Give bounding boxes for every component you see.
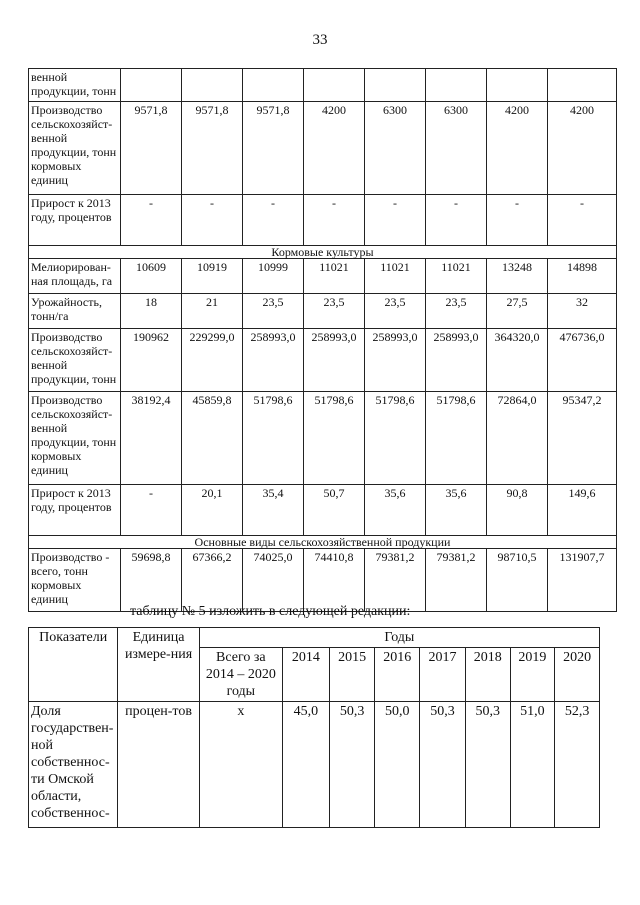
row-value: 52,3 xyxy=(555,702,600,828)
row-value xyxy=(426,69,487,102)
row-value: 45,0 xyxy=(282,702,329,828)
state-share-table xyxy=(28,627,600,828)
row-value: 131907,7 xyxy=(548,549,617,612)
row-value: 50,7 xyxy=(304,485,365,536)
row-value: 51,0 xyxy=(510,702,555,828)
header-year: 2020 xyxy=(555,648,600,702)
header-indicator: Показатели xyxy=(29,628,118,702)
row-value: - xyxy=(243,195,304,246)
row-value xyxy=(243,69,304,102)
row-value: 51798,6 xyxy=(243,392,304,485)
header-years-group: Годы xyxy=(199,628,599,648)
page-number: 33 xyxy=(312,32,328,48)
row-value: 90,8 xyxy=(487,485,548,536)
header-total: Всего за 2014 – 2020 годы xyxy=(199,648,282,702)
row-value: 10999 xyxy=(243,259,304,294)
row-value: 50,3 xyxy=(329,702,375,828)
row-value: 95347,2 xyxy=(548,392,617,485)
row-value: 4200 xyxy=(548,102,617,195)
row-value: 10919 xyxy=(182,259,243,294)
row-value: - xyxy=(304,195,365,246)
row-value: 59698,8 xyxy=(121,549,182,612)
table-row xyxy=(29,69,617,102)
row-label: Производство сельскохозяйст-венной продукции, тонн кормовых единиц xyxy=(29,102,121,195)
row-value: 9571,8 xyxy=(121,102,182,195)
row-label: венной продукции, тонн xyxy=(29,69,121,102)
row-value: 67366,2 xyxy=(182,549,243,612)
row-value: 23,5 xyxy=(426,294,487,329)
row-value: 74410,8 xyxy=(304,549,365,612)
row-value: 32 xyxy=(548,294,617,329)
row-value xyxy=(121,69,182,102)
row-value: - xyxy=(487,195,548,246)
section-title: Кормовые культуры xyxy=(29,246,617,259)
table-row xyxy=(29,195,617,246)
row-value: - xyxy=(182,195,243,246)
row-value: 35,6 xyxy=(426,485,487,536)
row-label: Прирост к 2013 году, процентов xyxy=(29,485,121,536)
row-value: 98710,5 xyxy=(487,549,548,612)
row-value: 79381,2 xyxy=(426,549,487,612)
row-value: 50,0 xyxy=(375,702,420,828)
row-value: 38192,4 xyxy=(121,392,182,485)
row-value: 258993,0 xyxy=(304,329,365,392)
row-label: Урожайность, тонн/га xyxy=(29,294,121,329)
row-label: Производство сельскохозяйст-венной продукции, тонн xyxy=(29,329,121,392)
row-value: 149,6 xyxy=(548,485,617,536)
header-year: 2016 xyxy=(375,648,420,702)
row-value: 229299,0 xyxy=(182,329,243,392)
row-value xyxy=(548,69,617,102)
row-value: - xyxy=(548,195,617,246)
row-value: 23,5 xyxy=(304,294,365,329)
row-value: 11021 xyxy=(426,259,487,294)
row-value: - xyxy=(365,195,426,246)
row-value: 72864,0 xyxy=(487,392,548,485)
row-value: 258993,0 xyxy=(365,329,426,392)
row-value: 27,5 xyxy=(487,294,548,329)
row-value: 258993,0 xyxy=(426,329,487,392)
row-value xyxy=(365,69,426,102)
row-value: 23,5 xyxy=(365,294,426,329)
table-row xyxy=(29,294,617,329)
row-value: 6300 xyxy=(426,102,487,195)
row-value: 9571,8 xyxy=(182,102,243,195)
row-value: 18 xyxy=(121,294,182,329)
table-caption: таблицу № 5 изложить в следующей редакции: xyxy=(130,604,411,619)
table-row xyxy=(29,102,617,195)
row-value: 51798,6 xyxy=(304,392,365,485)
header-year: 2014 xyxy=(282,648,329,702)
row-value xyxy=(304,69,365,102)
row-value: 74025,0 xyxy=(243,549,304,612)
row-value: 4200 xyxy=(487,102,548,195)
row-value xyxy=(487,69,548,102)
row-value: 13248 xyxy=(487,259,548,294)
header-year: 2015 xyxy=(329,648,375,702)
row-value: - xyxy=(121,485,182,536)
section-title: Основные виды сельскохозяйственной продукции xyxy=(29,536,617,549)
header-unit: Единица измере-ния xyxy=(118,628,199,702)
row-total: x xyxy=(199,702,282,828)
section-row xyxy=(29,246,617,259)
row-value: - xyxy=(121,195,182,246)
row-value: 4200 xyxy=(304,102,365,195)
row-value: 14898 xyxy=(548,259,617,294)
row-label: Мелиорирован-ная площадь, га xyxy=(29,259,121,294)
row-value: 50,3 xyxy=(420,702,466,828)
row-value: 258993,0 xyxy=(243,329,304,392)
table-row xyxy=(29,485,617,536)
crop-production-table xyxy=(28,68,617,612)
row-value: 51798,6 xyxy=(426,392,487,485)
table-row xyxy=(29,259,617,294)
row-value: 6300 xyxy=(365,102,426,195)
row-value: 35,4 xyxy=(243,485,304,536)
header-year: 2017 xyxy=(420,648,466,702)
row-value: 23,5 xyxy=(243,294,304,329)
row-value: 50,3 xyxy=(465,702,510,828)
table-row xyxy=(29,392,617,485)
section-row xyxy=(29,536,617,549)
row-value: 476736,0 xyxy=(548,329,617,392)
row-label: Производство - всего, тонн кормовых единиц xyxy=(29,549,121,612)
row-label: Прирост к 2013 году, процентов xyxy=(29,195,121,246)
row-value: 364320,0 xyxy=(487,329,548,392)
row-value: 11021 xyxy=(304,259,365,294)
row-value: 9571,8 xyxy=(243,102,304,195)
row-value: 21 xyxy=(182,294,243,329)
table-row xyxy=(29,549,617,612)
row-value: 11021 xyxy=(365,259,426,294)
row-value: 79381,2 xyxy=(365,549,426,612)
row-value: 190962 xyxy=(121,329,182,392)
row-value: 10609 xyxy=(121,259,182,294)
row-value: 35,6 xyxy=(365,485,426,536)
row-value: 51798,6 xyxy=(365,392,426,485)
row-unit: процен-тов xyxy=(118,702,199,828)
row-value: - xyxy=(426,195,487,246)
header-year: 2018 xyxy=(465,648,510,702)
row-indicator: Доля государствен-ной собственнос-ти Омской области, собственнос- xyxy=(29,702,118,828)
row-value xyxy=(182,69,243,102)
header-year: 2019 xyxy=(510,648,555,702)
table-row xyxy=(29,329,617,392)
row-value: 20,1 xyxy=(182,485,243,536)
row-value: 45859,8 xyxy=(182,392,243,485)
row-label: Производство сельскохозяйст-венной продукции, тонн кормовых единиц xyxy=(29,392,121,485)
